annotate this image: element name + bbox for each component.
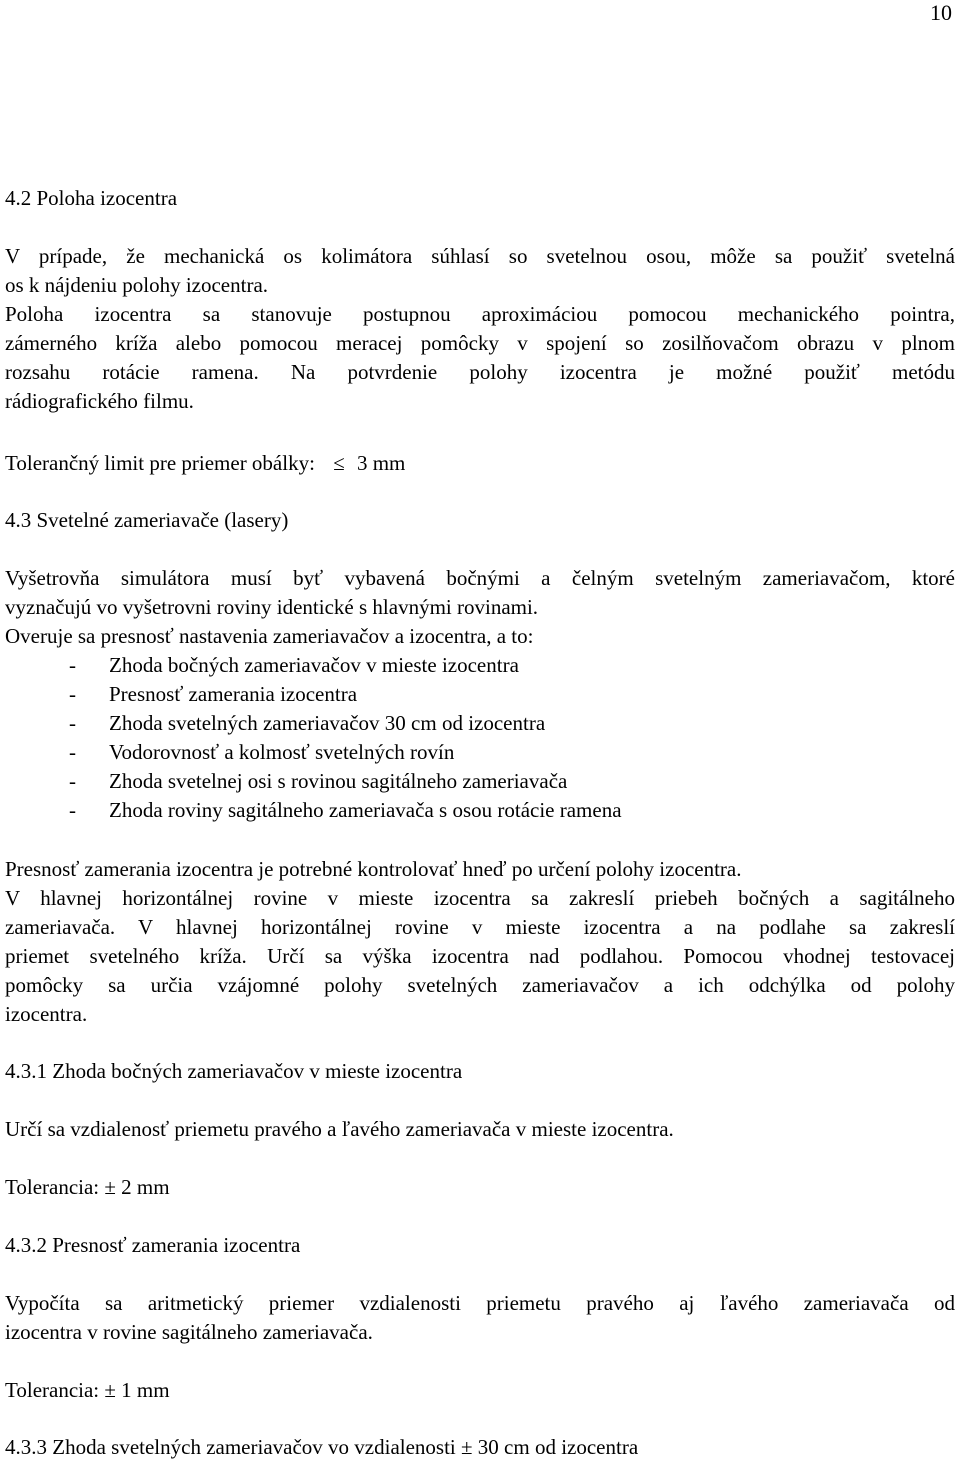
paragraph-line: V hlavnej horizontálnej rovine v mieste izocentra sa zakreslí priebeh bočných a sagitálneho [5, 886, 955, 910]
section-heading-4-3-2: 4.3.2 Presnosť zamerania izocentra [5, 1233, 301, 1257]
paragraph-line: Určí sa vzdialenosť priemetu pravého a ľavého zameriavača v mieste izocentra. [5, 1117, 674, 1141]
list-item-text: Zhoda svetelnej osi s rovinou sagitálneho zameriavača [109, 769, 568, 793]
list-item-text: Vodorovnosť a kolmosť svetelných rovín [109, 740, 455, 764]
list-item-text: Zhoda svetelných zameriavačov 30 cm od izocentra [109, 711, 546, 735]
tolerance-text: Tolerancia: ± 2 mm [5, 1175, 170, 1199]
list-bullet: - [69, 711, 76, 735]
paragraph-line: os k nájdeniu polohy izocentra. [5, 273, 269, 297]
paragraph-line: Overuje sa presnosť nastavenia zameriavačov a izocentra, a to: [5, 624, 534, 648]
paragraph-line: Vyšetrovňa simulátora musí byť vybavená bočnými a čelným svetelným zameriavačom, ktoré [5, 566, 955, 590]
section-heading-4-3: 4.3 Svetelné zameriavače (lasery) [5, 508, 289, 532]
paragraph-line: rádiografického filmu. [5, 389, 194, 413]
paragraph-line: rozsahu rotácie ramena. Na potvrdenie polohy izocentra je možné použiť metódu [5, 360, 955, 384]
section-heading-4-3-3: 4.3.3 Zhoda svetelných zameriavačov vo vzdialenosti ± 30 cm od izocentra [5, 1435, 639, 1459]
paragraph-line: pomôcky sa určia vzájomné polohy svetelných zameriavačov a ich odchýlka od polohy [5, 973, 955, 997]
paragraph-line: zameriavača. V hlavnej horizontálnej rovine v mieste izocentra a na podlahe sa zakreslí [5, 915, 955, 939]
paragraph-line: izocentra. [5, 1002, 88, 1026]
list-item-text: Zhoda roviny sagitálneho zameriavača s osou rotácie ramena [109, 798, 622, 822]
paragraph-line: zámerného kríža alebo pomocou meracej pomôcky v spojení so zosilňovačom obrazu v plnom [5, 331, 955, 355]
page-number: 10 [930, 0, 952, 25]
less-equal-symbol: ≤ [333, 451, 345, 475]
list-bullet: - [69, 769, 76, 793]
paragraph-line: Presnosť zamerania izocentra je potrebné kontrolovať hneď po určení polohy izocentra. [5, 857, 742, 881]
list-bullet: - [69, 740, 76, 764]
list-bullet: - [69, 682, 76, 706]
section-heading-4-3-1: 4.3.1 Zhoda bočných zameriavačov v mieste izocentra [5, 1059, 463, 1083]
paragraph-line: vyznačujú vo vyšetrovni roviny identické s hlavnými rovinami. [5, 595, 539, 619]
list-item-text: Zhoda bočných zameriavačov v mieste izocentra [109, 653, 519, 677]
list-item-text: Presnosť zamerania izocentra [109, 682, 358, 706]
list-bullet: - [69, 653, 76, 677]
paragraph-line: Poloha izocentra sa stanovuje postupnou aproximáciou pomocou mechanického pointra, [5, 302, 955, 326]
tolerance-text: Tolerancia: ± 1 mm [5, 1378, 170, 1402]
paragraph-line: izocentra v rovine sagitálneho zameriavača. [5, 1320, 373, 1344]
paragraph-line: Vypočíta sa aritmetický priemer vzdialenosti priemetu pravého aj ľavého zameriavača od [5, 1291, 955, 1315]
paragraph-line: V prípade, že mechanická os kolimátora súhlasí so svetelnou osou, môže sa použiť svetelná [5, 244, 955, 268]
section-heading-4-2: 4.2 Poloha izocentra [5, 186, 178, 210]
tolerance-limit [5, 451, 405, 475]
tolerance-value: 3 mm [356, 451, 406, 475]
tolerance-label: Tolerančný limit pre priemer obálky: [5, 451, 315, 475]
paragraph-line: priemet svetelného kríža. Určí sa výška izocentra nad podlahou. Pomocou vhodnej testovacej [5, 944, 955, 968]
list-bullet: - [69, 798, 76, 822]
